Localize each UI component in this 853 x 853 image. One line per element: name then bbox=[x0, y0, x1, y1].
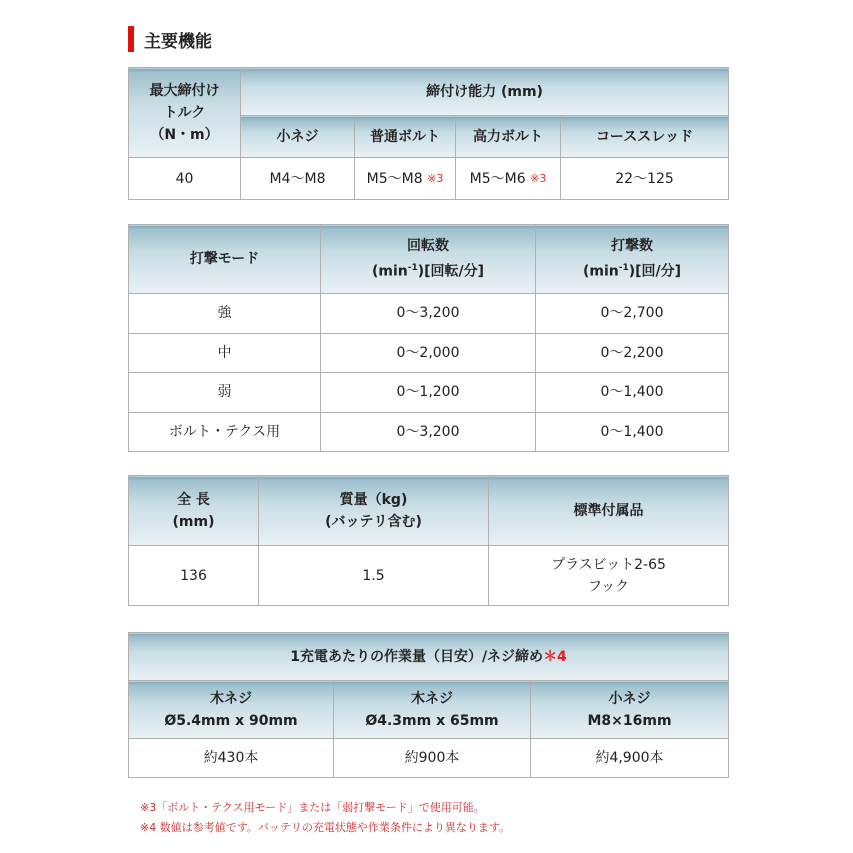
cell: 40 bbox=[129, 158, 241, 200]
table-row bbox=[129, 294, 729, 334]
work-amount-table bbox=[128, 632, 729, 778]
cell: M5～M8 $^{※3}$ bbox=[355, 158, 456, 200]
dimensions-table bbox=[128, 475, 729, 606]
cell: プラスビット2-65 フック bbox=[489, 546, 729, 606]
table-row bbox=[129, 333, 729, 373]
cell: ボルト・テクス用 bbox=[129, 412, 321, 452]
cell: 強 bbox=[129, 294, 321, 334]
capacity-header: 締付け能力 (mm) bbox=[241, 68, 729, 116]
cell: 約4,900本 bbox=[531, 739, 729, 778]
cell: 0～1,200 bbox=[321, 373, 536, 413]
table-row bbox=[129, 546, 729, 606]
cell: 0～1,400 bbox=[536, 412, 729, 452]
cell: 約900本 bbox=[334, 739, 531, 778]
cell: 0～2,200 bbox=[536, 333, 729, 373]
table-row bbox=[129, 373, 729, 413]
footnote-4: ※4 数値は参考値です。バッテリの充電状態や作業条件により異なります。 bbox=[140, 821, 510, 834]
cell: M4～M8 bbox=[241, 158, 355, 200]
table-row bbox=[129, 158, 729, 200]
table-row bbox=[129, 412, 729, 452]
col-header: 小ネジ bbox=[241, 116, 355, 158]
col-header: 高力ボルト bbox=[456, 116, 561, 158]
footnote-3: ※3「ボルト・テクス用モード」または「弱打撃モード」で使用可能。 bbox=[140, 801, 485, 814]
col-header: 小ネジ M8×16mm bbox=[531, 681, 729, 739]
section-title bbox=[128, 26, 212, 52]
cell: 約430本 bbox=[129, 739, 334, 778]
cell: 0～3,200 bbox=[321, 294, 536, 334]
work-header: 1充電あたりの作業量（目安）/ネジ締め＊4 bbox=[129, 633, 729, 681]
col-header: 回転数 $(\min^{-1})$[回転/分] bbox=[321, 225, 536, 294]
cell: 22～125 bbox=[561, 158, 729, 200]
cell: 136 bbox=[129, 546, 259, 606]
cell: 0～3,200 bbox=[321, 412, 536, 452]
title-text: 主要機能 bbox=[144, 31, 212, 52]
col-header: 打撃数 $(\min^{-1})$[回/分] bbox=[536, 225, 729, 294]
cell: M5～M6 $^{※3}$ bbox=[456, 158, 561, 200]
table-row bbox=[129, 739, 729, 778]
cell: 0～2,000 bbox=[321, 333, 536, 373]
impact-mode-table bbox=[128, 224, 729, 452]
col-header: 木ネジ Ø4.3mm x 65mm bbox=[334, 681, 531, 739]
cell: 0～1,400 bbox=[536, 373, 729, 413]
col-header: 質量（kg) (バッテリ含む) bbox=[259, 476, 489, 546]
cell: 0～2,700 bbox=[536, 294, 729, 334]
tightening-table bbox=[128, 67, 729, 200]
torque-header: 最大締付け トルク （N・m） bbox=[129, 68, 241, 158]
col-header: 木ネジ Ø5.4mm x 90mm bbox=[129, 681, 334, 739]
cell: 1.5 bbox=[259, 546, 489, 606]
cell: 中 bbox=[129, 333, 321, 373]
title-marker bbox=[128, 26, 134, 52]
cell: 弱 bbox=[129, 373, 321, 413]
col-header: 普通ボルト bbox=[355, 116, 456, 158]
col-header: 標準付属品 bbox=[489, 476, 729, 546]
col-header: 打撃モード bbox=[129, 225, 321, 294]
col-header: 全 長 (mm) bbox=[129, 476, 259, 546]
col-header: コーススレッド bbox=[561, 116, 729, 158]
